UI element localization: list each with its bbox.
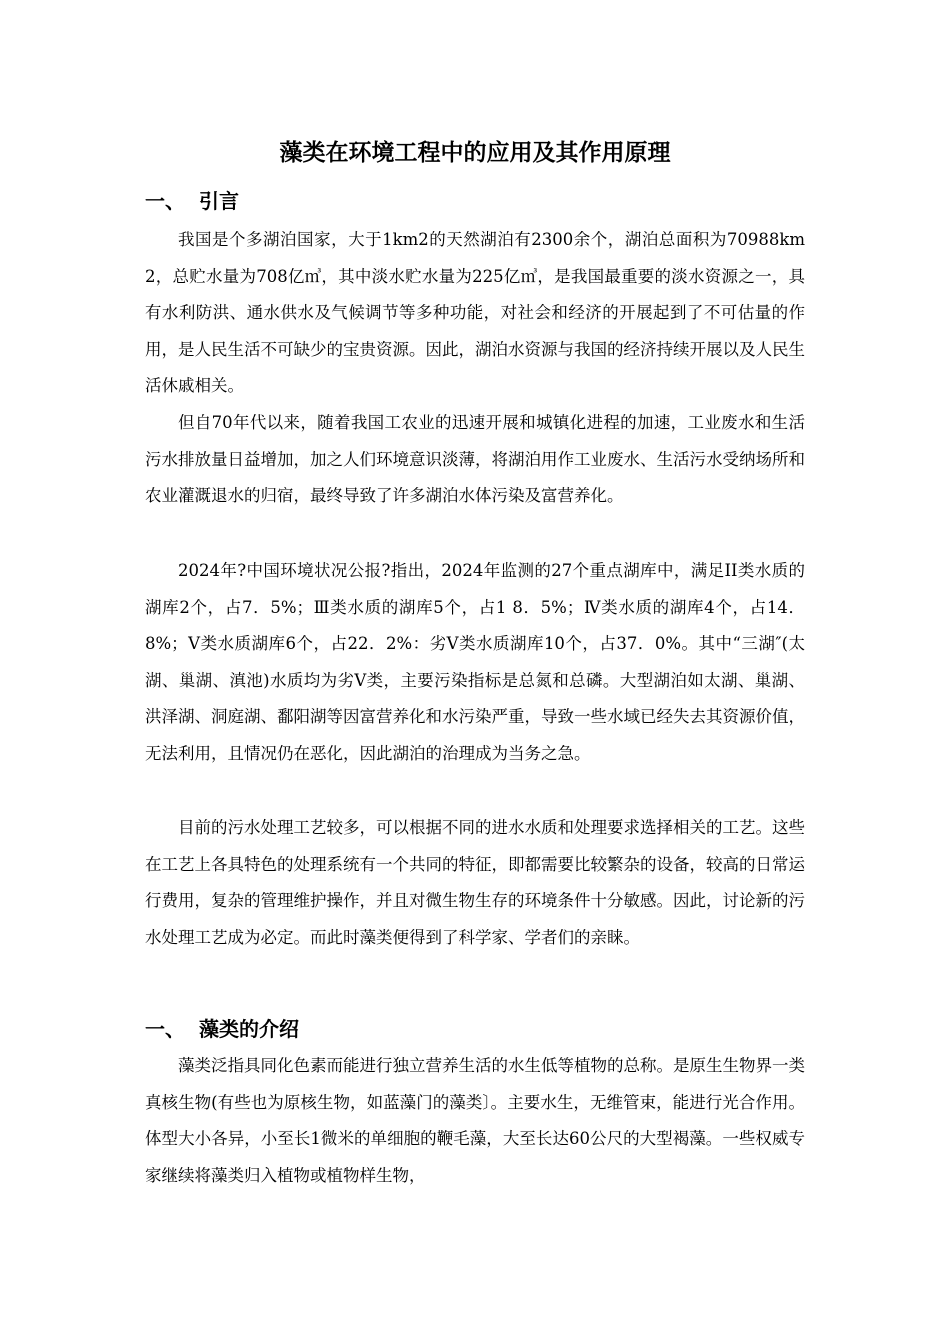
paragraph: 目前的污水处理工艺较多，可以根据不同的进水水质和处理要求选择相关的工艺。这些在工艺上各具特色的处理系统有一个共同的特征，即都需要比较繁杂的设备，较高的日常运行费用，复杂的管理维护操作，并且对微生物生存的环境条件十分敏感。因此，讨论新的污水处理工艺成为必定。而此时藻类便得到了科学家、学者们的亲睐。	[145, 818, 805, 947]
section-heading-algae-intro	[145, 1015, 299, 1043]
section-number: 一、	[145, 1017, 185, 1041]
section-number: 一、	[145, 189, 185, 213]
section-title: 藻类的介绍	[199, 1017, 299, 1041]
section-heading-introduction	[145, 187, 239, 215]
paragraph: 但自70年代以来，随着我国工农业的迅速开展和城镇化进程的加速，工业废水和生活污水排放量日益增加，加之人们环境意识淡薄，将湖泊用作工业废水、生活污水受纳场所和农业灌溉退水的归宿，最终导致了许多湖泊水体污染及富营养化。	[145, 413, 805, 506]
paragraph: 2024年?中国环境状况公报?指出，2024年监测的27个重点湖库中，满足II类水质的湖库2个，占7．5%；Ⅲ类水质的湖库5个，占1 8．5%；Ⅳ类水质的湖库4个，占14．8%；Ⅴ类水质湖库6个，占22．2%：劣Ⅴ类水质湖库10个，占37．0%。其中“三湖″(太湖、巢湖、滇池)水质均为劣Ⅴ类，主要污染指标是总氮和总磷。大型湖泊如太湖、巢湖、洪泽湖、洞庭湖、鄱阳湖等因富营养化和水污染严重，导致一些水域已经失去其资源价值，无法利用，且情况仍在恶化，因此湖泊的治理成为当务之急。	[145, 561, 805, 763]
paragraph: 我国是个多湖泊国家，大于1km2的天然湖泊有2300余个，湖泊总面积为70988km2，总贮水量为708亿㎥，其中淡水贮水量为225亿㎥，是我国最重要的淡水资源之一，具有水利防洪、通水供水及气候调节等多种功能，对社会和经济的开展起到了不可估量的作用，是人民生活不可缺少的宝贵资源。因此，湖泊水资源与我国的经济持续开展以及人民生活休戚相关。	[145, 230, 805, 396]
document-title: 藻类在环境工程中的应用及其作用原理	[279, 140, 671, 166]
paragraph: 藻类泛指具同化色素而能进行独立营养生活的水生低等植物的总称。是原生生物界一类真核生物(有些也为原核生物，如蓝藻门的藻类〕。主要水生，无维管束，能进行光合作用。体型大小各异，小至长1微米的单细胞的鞭毛藻，大至长达60公尺的大型褐藻。一些权威专家继续将藻类归入植物或植物样生物，	[145, 1056, 805, 1185]
section-title: 引言	[199, 189, 239, 213]
